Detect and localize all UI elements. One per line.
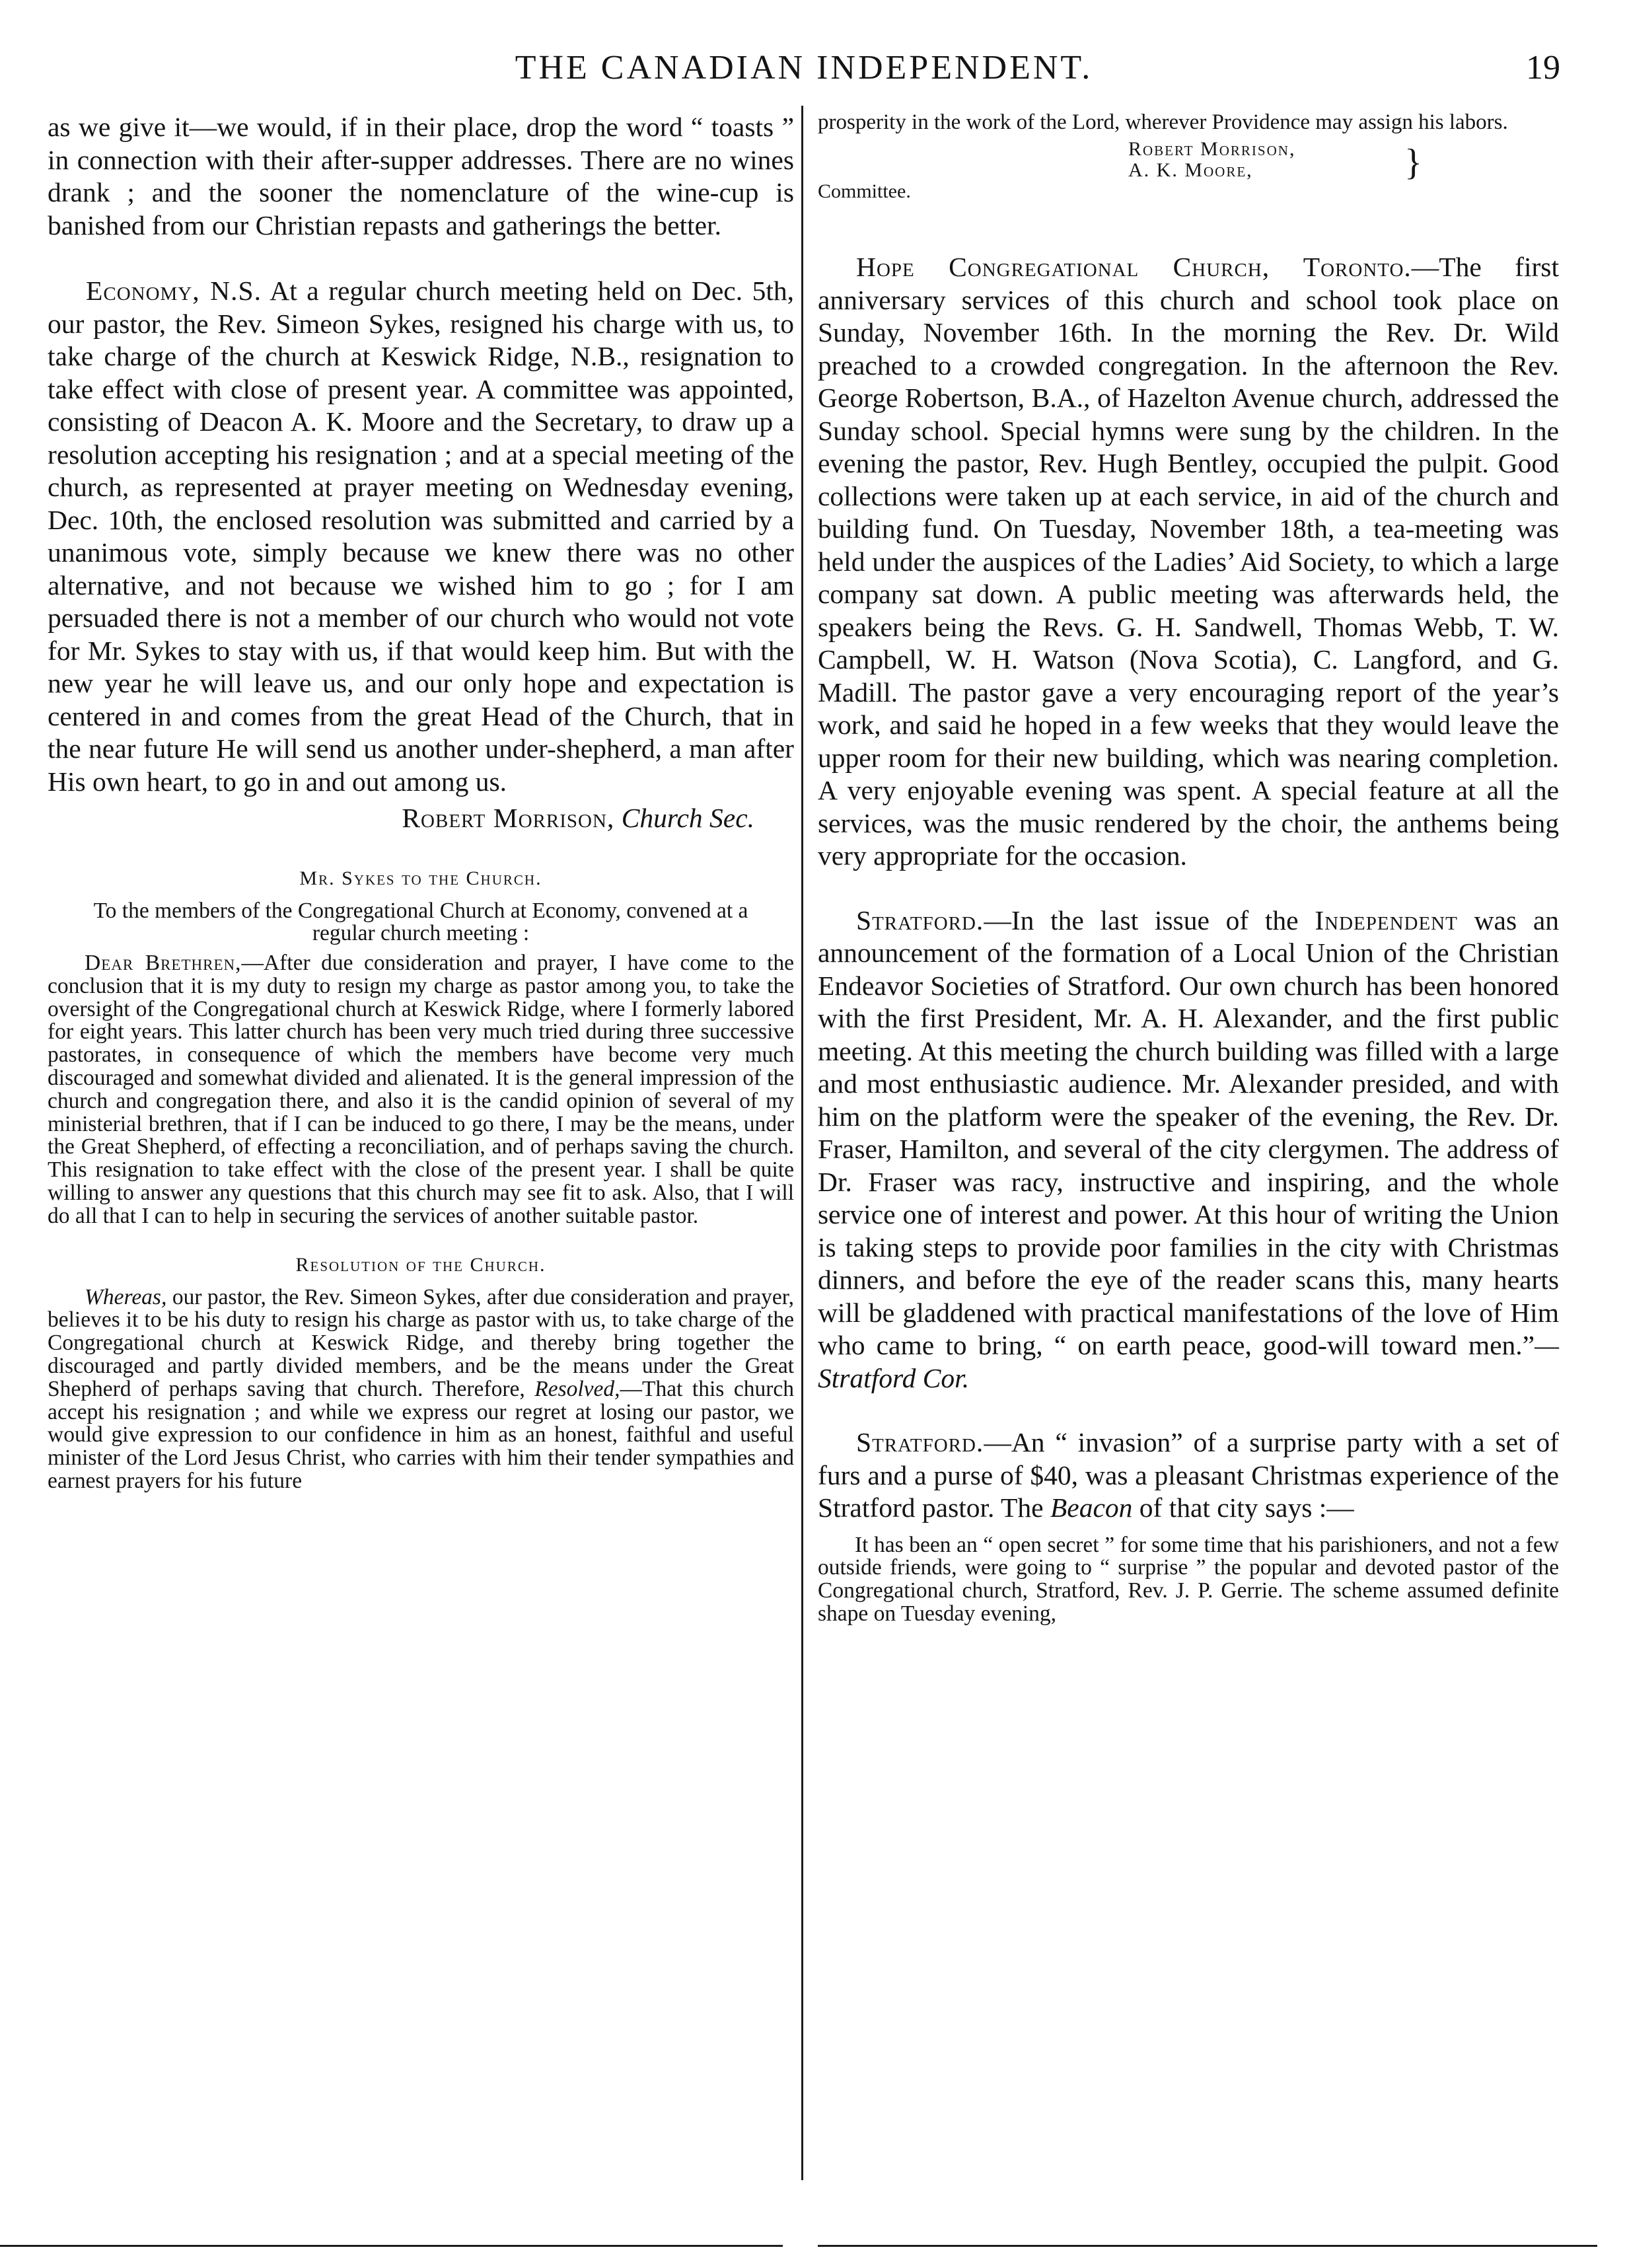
stratford-union-body-b: was an announcement of the formation of a Local Union of the Christian Endeavor Societies of Stratford. Our own church has been honored with the first President, Mr. A. H. Alexander, and the first public meeting. At this meeting the church building was filled with a large and most enthusiastic audience. Mr. Alexander presided, and with him on the platform were the speaker of the evening, the Rev. Dr. Fraser, Hamilton, and several of the city clergymen. The address of Dr. Fraser was racy, instructive and inspiring, and the whole service one of interest and power. At this hour of writing the Union is taking steps to provide poor families in the city with Christmas dinners, and before the eye of the reader scans this, many hearts will be gladdened with practical manifestations of the love of Him who came to bring, “ on earth peace, good-will toward men.” [818, 904, 1559, 1360]
footer-rule-left [0, 2245, 783, 2247]
economy-heading: Economy, N.S. [86, 275, 262, 306]
sykes-letter-body [48, 952, 794, 1228]
independent-name: Independent [1315, 904, 1458, 935]
committee-names [1128, 139, 1559, 181]
sykes-letter-salutation: Dear Brethren, [85, 951, 242, 976]
stratford-surprise-heading: Stratford. [856, 1427, 984, 1457]
hope-church-heading: Hope Congregational Church, Toronto. [856, 252, 1412, 282]
left-column [48, 111, 794, 1493]
resolution-body [48, 1286, 794, 1493]
stratford-union-article [818, 904, 1559, 1395]
page-number: 19 [1526, 49, 1560, 87]
committee-member-2: A. K. Moore, [1128, 159, 1253, 181]
beacon-quote: It has been an “ open secret ” for some time that his parishioners, and not a few outside friends, were going to “ surprise ” the popular and devoted pastor of the Congregational church, Stratford, Rev. J. P. Gerrie. The scheme assumed definite shape on Tuesday evening, [818, 1532, 1559, 1626]
resolution-text-1: our pastor, the Rev. Simeon Sykes, after due consideration and prayer, believes it to be his duty to resign his charge as pastor with us, to take charge of the Congregational church at Keswick Ridge, and thereby bring together the discouraged and partly divided members, and be the means under the Great Shepherd of perhaps saving that church. Therefore, [48, 1284, 794, 1401]
stratford-union-heading: Stratford. [856, 904, 984, 935]
resolution-whereas: Whereas, [85, 1284, 167, 1309]
economy-body: At a regular church meeting held on Dec. 5th, our pastor, the Rev. Simeon Sykes, resigned his charge with us, to take charge of the church at Keswick Ridge, N.B., resignation to take effect with close of present year. A committee was appointed, consisting of Deacon A. K. Moore and the Secretary, to draw up a resolution accepting his resignation ; and at a special meeting of the church, as represented at prayer meeting on Wednesday evening, Dec. 10th, the enclosed resolution was submitted and carried by a unanimous vote, simply because we knew there was no other alternative, and not because we wished him to go ; for I am persuaded there is not a member of our church who would not vote for Mr. Sykes to stay with us, if that would keep him. But with the new year he will leave us, and our only hope and expectation is centered in and comes from the great Head of the Church, that in the near future He will send us another under-shepherd, a man after His own heart, to go in and out among us. [48, 275, 795, 797]
resolution-heading: Resolution of the Church. [295, 1253, 546, 1276]
sykes-letter-heading: Mr. Sykes to the Church. [299, 867, 542, 889]
hope-church-article [818, 251, 1559, 873]
committee-label: Committee. [818, 180, 911, 202]
right-column [818, 111, 1559, 1626]
footer-rule-right [818, 2245, 1597, 2247]
resolution-text-2: —That this church accept his resignation ; and while we express our regret at losing our pastor, we would give expression to our confidence in him as an honest, faithful and useful minister of the Lord Jesus Christ, who carries with him their tender sympathies and earnest prayers for his future [48, 1376, 794, 1494]
economy-article [48, 275, 794, 798]
running-head [48, 38, 1560, 98]
economy-signature-role: Church Sec. [621, 803, 754, 833]
stratford-correspondent-credit: —Stratford Cor. [818, 1330, 1559, 1393]
sykes-letter-address: To the members of the Congregational Church at Economy, convened at a regular church meeting : [93, 898, 748, 946]
economy-signature-name: Robert Morrison, [402, 803, 615, 833]
committee-member-1: Robert Morrison, [1128, 138, 1296, 160]
resolution-continuation: prosperity in the work of the Lord, wherever Providence may assign his labors. [818, 110, 1508, 134]
column-rule [801, 106, 803, 2180]
sykes-letter-text: —After due consideration and prayer, I have come to the conclusion that it is my duty to resign my charge as pastor among you, to take the oversight of the Congregational church at Keswick Ridge, where I formerly labored for eight years. This latter church has been very much tried during three successive pastorates, in consequence of which the members have become very much discouraged and somewhat divided and alienated. It is the general impression of the church and congregation there, and also it is the candid opinion of several of my ministerial brethren, that if I can be induced to go there, I may be the means, under the Great Shepherd, of effecting a reconciliation, and of perhaps saving the church. This resignation to take effect with the close of the present year. I shall be quite willing to answer any questions that this church may see fit to ask. Also, that I will do all that I can to help in securing the services of another suitable pastor. [48, 951, 794, 1228]
journal-title: THE CANADIAN INDEPENDENT. [515, 49, 1093, 87]
stratford-union-body-a: —In the last issue of the [984, 904, 1315, 935]
stratford-surprise-body-b: of that city says :— [1132, 1492, 1354, 1523]
brace-glyph: } [1404, 142, 1422, 183]
stratford-surprise-article [818, 1426, 1559, 1525]
committee-signature [818, 139, 1559, 213]
stratford-surprise-body-a: —An “ invasion” of a surprise party with a set of furs and a purse of $40, was a pleasant Christmas experience of the Stratford pastor. The [818, 1427, 1559, 1523]
hope-church-body: —The first anniversary services of this church and school took place on Sunday, November 16th. In the morning the Rev. Dr. Wild preached to a crowded congregation. In the afternoon the Rev. George Robertson, B.A., of Hazelton Avenue church, addressed the Sunday school. Special hymns were sung by the children. In the evening the pastor, Rev. Hugh Bentley, occupied the pulpit. Good collections were taken up at each service, in aid of the church and building fund. On Tuesday, November 18th, a tea-meeting was held under the auspices of the Ladies’ Aid Society, to which a large company sat down. A public meeting was afterwards held, the speakers being the Revs. G. H. Sandwell, Thomas Webb, T. W. Campbell, W. H. Watson (Nova Scotia), C. Langford, and G. Madill. The pastor gave a very encouraging report of the year’s work, and said he hoped in a few weeks that they would leave the upper room for their new building, which was nearing completion. A very enjoyable evening was spent. A special feature at all the services, was the music rendered by the choir, the anthems being very appropriate for the occasion. [818, 252, 1559, 871]
resolution-resolved: Resolved, [534, 1376, 620, 1401]
beacon-name: Beacon [1050, 1492, 1133, 1523]
toasts-paragraph: as we give it—we would, if in their place, drop the word “ toasts ” in connection with their after-supper addresses. There are no wines drank ; and the sooner the nomenclature of the wine-cup is banished from our Christian repasts and gatherings the better. [48, 112, 794, 240]
economy-signature [48, 802, 794, 835]
